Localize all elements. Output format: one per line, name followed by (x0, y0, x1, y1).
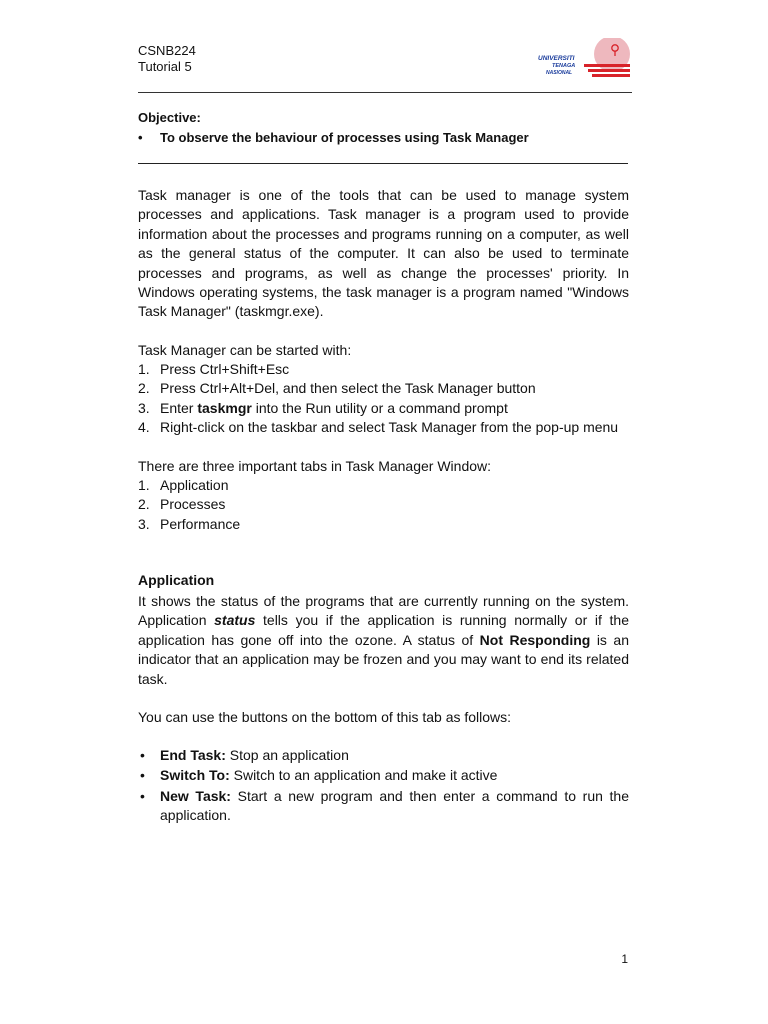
list-number: 3. (138, 399, 150, 416)
university-logo (536, 38, 632, 88)
command-name: taskmgr (197, 399, 252, 416)
objective-text: To observe the behaviour of processes using Task Manager (160, 130, 529, 145)
bullet-icon: • (140, 747, 145, 763)
list-number: 1. (138, 477, 150, 493)
page-header (138, 43, 632, 93)
not-responding-label: Not Responding (479, 631, 591, 648)
list-text: Press Ctrl+Alt+Del, and then select the Task Manager button (160, 380, 536, 397)
button-label: New Task: (160, 787, 231, 804)
logo-text-universiti: UNIVERSITI (538, 55, 575, 62)
list-text: Application (160, 477, 229, 493)
list-item (138, 399, 629, 418)
list-number: 2. (138, 380, 150, 397)
list-text: Right-click on the taskbar and select Task Manager from the pop-up menu (160, 419, 619, 436)
tabs-title: There are three important tabs in Task Manager Window: (138, 458, 492, 474)
button-description: Stop an application (225, 747, 349, 763)
list-text: Performance (160, 515, 241, 532)
list-item (138, 746, 629, 765)
logo-text-tenaga: TENAGA (552, 63, 576, 69)
tutorial-number: Tutorial 5 (138, 59, 192, 74)
buttons-list (138, 746, 629, 826)
bullet-icon: • (138, 130, 143, 145)
course-code: CSNB224 (138, 43, 196, 58)
list-item (138, 495, 629, 514)
list-number: 4. (138, 419, 150, 436)
list-item (138, 476, 629, 495)
list-text: into the Run utility or a command prompt (251, 399, 508, 416)
list-text: Processes (160, 496, 226, 513)
objective-title: Objective: (138, 110, 201, 125)
list-item (138, 418, 629, 437)
bullet-icon: • (140, 787, 145, 804)
button-description: Start a new program and then enter a command to run the application. (160, 787, 629, 824)
objective-divider (138, 163, 628, 164)
objective-item (138, 130, 529, 145)
started-list (138, 360, 629, 438)
list-item (138, 379, 629, 398)
list-item (138, 766, 629, 785)
status-word: status (214, 612, 256, 629)
header-divider (138, 92, 632, 93)
logo-text-nasional: NASIONAL (546, 70, 573, 76)
intro-paragraph: Task manager is one of the tools that can be used to manage system processes and applications. Task manager is a program used to provide information about the processes and programs running on a computer, as well as the general status of the computer. It can also be used to terminate processes and programs, as well as change the processes' priority. In Windows operating systems, the task manager is a program named "Windows Task Manager" (taskmgr.exe). (138, 187, 629, 320)
page-number: 1 (621, 952, 628, 966)
application-paragraph: It shows the status of the programs that are currently running on the system. Application status tells you if the application is running normally or if the application has gone off into the ozone. A status of Not Responding is an indicator that an application may be frozen and you may want to end its related task. (138, 593, 629, 687)
list-item (138, 787, 629, 826)
started-title: Task Manager can be started with: (138, 342, 352, 358)
application-heading: Application (138, 572, 215, 588)
list-item (138, 515, 629, 534)
list-number: 2. (138, 496, 150, 513)
list-number: 1. (138, 361, 150, 377)
list-text: Press Ctrl+Shift+Esc (160, 361, 290, 377)
button-label: Switch To: (160, 767, 230, 784)
buttons-intro: You can use the buttons on the bottom of this tab as follows: (138, 709, 512, 725)
bullet-icon: • (140, 767, 145, 784)
button-label: End Task: (160, 747, 226, 763)
tabs-list (138, 476, 629, 534)
list-item (138, 360, 629, 379)
list-text: Enter (160, 399, 198, 416)
button-description: Switch to an application and make it active (229, 767, 498, 784)
list-number: 3. (138, 515, 150, 532)
